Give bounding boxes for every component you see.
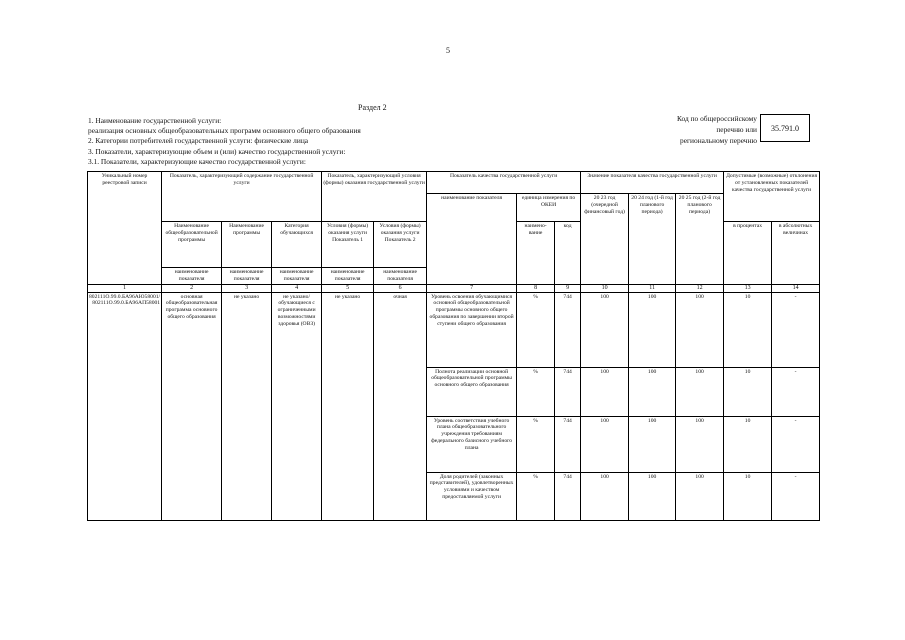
indicator-v1: 100	[581, 472, 629, 520]
header-ind-name-2: наименование показателя	[222, 268, 272, 285]
indicator-abs: -	[772, 416, 820, 472]
header-u2: Условия (формы) оказания услуги Показатель 2	[374, 222, 427, 268]
col-number: 9	[555, 284, 581, 292]
indicator-unit: %	[517, 416, 555, 472]
header-u1: Условия (формы) оказания услуги Показатель 1	[322, 222, 374, 268]
indicator-v1: 100	[581, 292, 629, 367]
indicator-name: Полнота реализации основной общеобразовательной программы основного общего образования	[427, 367, 517, 416]
row-cond1: не указано	[322, 292, 374, 520]
service-name-label: 1. Наименование государственной услуги:	[88, 116, 222, 125]
indicator-abs: -	[772, 472, 820, 520]
page-number: 5	[446, 46, 450, 55]
indicator-pct: 10	[724, 367, 772, 416]
header-content: Показатель, характеризующий содержание государственной услуги	[162, 172, 322, 222]
header-year-1: 20 23 год (очередной финансовый год)	[581, 194, 629, 285]
header-in-absolute: в абсолютных величинах	[772, 222, 820, 285]
header-unit: единица измерения по ОКЕИ	[517, 194, 581, 222]
header-year-2: 20 24 год (1-й год планового периода)	[629, 194, 676, 285]
col-number: 6	[374, 284, 427, 292]
indicator-v3: 100	[676, 416, 724, 472]
indicator-code: 744	[555, 416, 581, 472]
col-number: 8	[517, 284, 555, 292]
row-code: 802111О.99.0.БА96АЮ58001/ 802111О.99.0.БА96АП58001	[88, 292, 162, 520]
indicator-unit: %	[517, 367, 555, 416]
indicator-code: 744	[555, 292, 581, 367]
header-in-percent: в процентах	[724, 222, 772, 285]
row-cond2: очная	[374, 292, 427, 520]
header-ind-name-3: наименование показателя	[272, 268, 322, 285]
indicator-abs: -	[772, 292, 820, 367]
indicator-v2: 100	[629, 292, 676, 367]
quality-indicators-heading: 3.1. Показатели, характеризующие качество государственной услуги:	[88, 157, 306, 166]
indicator-v3: 100	[676, 292, 724, 367]
header-year-3: 20 25 год (2-й год планового периода)	[676, 194, 724, 285]
indicator-abs: -	[772, 367, 820, 416]
indicator-v1: 100	[581, 416, 629, 472]
indicator-v2: 100	[629, 416, 676, 472]
indicator-unit: %	[517, 292, 555, 367]
header-c1: Наименование общеобразовательной программы	[162, 222, 222, 268]
indicator-unit: %	[517, 472, 555, 520]
quality-table	[87, 171, 820, 521]
header-ind-name-1: наименование показателя	[162, 268, 222, 285]
header-conditions: Показатель, характеризующий условия (формы) оказания государственной услуги	[322, 172, 427, 222]
col-number: 14	[772, 284, 820, 292]
indicator-pct: 10	[724, 416, 772, 472]
indicator-code: 744	[555, 472, 581, 520]
header-c3: Категория обучающихся	[272, 222, 322, 268]
col-number: 10	[581, 284, 629, 292]
row-category: не указано/ обучающиеся с ограниченными возможностями здоровья (ОВЗ)	[272, 292, 322, 520]
indicator-name: Уровень освоения обучающимися основной общеобразовательной программы основного общего образования по завершении второй ступени общего образования	[427, 292, 517, 367]
col-number: 5	[322, 284, 374, 292]
col-number: 1	[88, 284, 162, 292]
header-quality: Показатель качества государственной услуги	[427, 172, 581, 194]
code-label-3: региональному перечню	[680, 136, 757, 145]
service-name-value: реализация основных общеобразовательных программ основного общего образования	[88, 126, 361, 135]
col-number: 2	[162, 284, 222, 292]
header-unit-name: наимено-вание	[517, 222, 555, 285]
code-label-1: Код по общероссийскому	[676, 114, 757, 123]
indicator-v1: 100	[581, 367, 629, 416]
header-unique-number: Уникальный номер реестровой записи	[88, 172, 162, 285]
col-number: 13	[724, 284, 772, 292]
header-quality-name: наименование показателя	[427, 194, 517, 285]
indicator-pct: 10	[724, 472, 772, 520]
indicator-v2: 100	[629, 367, 676, 416]
row-program-name: не указано	[222, 292, 272, 520]
col-number: 4	[272, 284, 322, 292]
col-number: 11	[629, 284, 676, 292]
section-title: Раздел 2	[358, 103, 387, 112]
header-unit-code: код	[555, 222, 581, 285]
indicator-name: Уровень соответствия учебного плана общеобразовательного учреждения требованиям федерального базисного учебного плана	[427, 416, 517, 472]
indicator-code: 744	[555, 367, 581, 416]
indicator-v3: 100	[676, 367, 724, 416]
indicators-heading: 3. Показатели, характеризующие объем и (или) качество государственной услуги:	[88, 147, 346, 156]
consumer-category: 2. Категории потребителей государственной услуги: физические лица	[88, 136, 309, 145]
header-deviation: Допустимые (возможные) отклонения от установленных показателей качества государственной услуги	[724, 172, 820, 222]
header-ind-name-5: наименование показателя	[374, 268, 427, 285]
indicator-v2: 100	[629, 472, 676, 520]
header-values: Значение показателя качества государственной услуги	[581, 172, 724, 194]
code-value-box: 35.791.0	[760, 114, 810, 142]
col-number: 7	[427, 284, 517, 292]
header-c2: Наименование программы	[222, 222, 272, 268]
col-number: 12	[676, 284, 724, 292]
indicator-name: Доля родителей (законных представителей), удовлетворенных условиями и качеством предоставляемой услуги	[427, 472, 517, 520]
indicator-pct: 10	[724, 292, 772, 367]
indicator-v3: 100	[676, 472, 724, 520]
row-program: основная общеобразовательная программа основного общего образования	[162, 292, 222, 520]
col-number: 3	[222, 284, 272, 292]
header-ind-name-4: наименование показателя	[322, 268, 374, 285]
code-label-2: перечню или	[716, 125, 757, 134]
